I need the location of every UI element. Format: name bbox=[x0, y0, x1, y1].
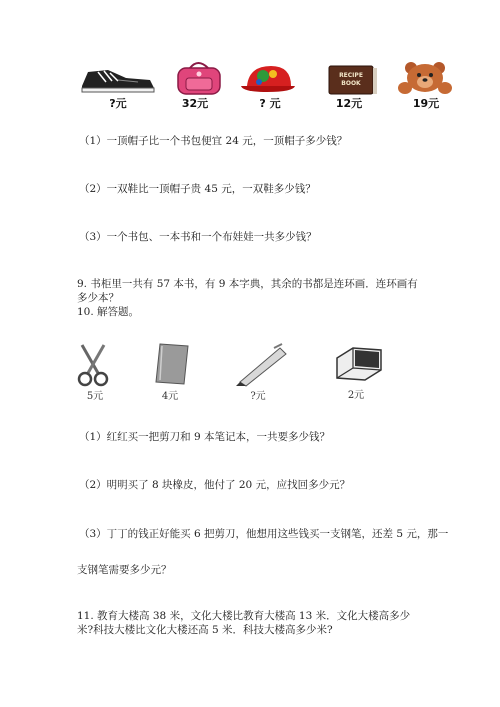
q9-text: 9. 书柜里一共有 57 本书，有 9 本字典，其余的书都是连环画．连环画有多少本？ bbox=[77, 278, 418, 304]
sneaker-price: ?元 bbox=[109, 97, 127, 110]
q10-title: 10. 解答题。 bbox=[77, 306, 140, 318]
q11-text: 11. 教育大楼高 38 米，文化大楼比教育大楼高 13 米．文化大楼高多少米?科技大楼比文化大楼还高 5 米．科技大楼高多少米? bbox=[77, 610, 411, 636]
sneaker-icon bbox=[78, 64, 158, 94]
pen-icon bbox=[234, 342, 290, 386]
bear-price: 19元 bbox=[412, 97, 440, 110]
recipe-book-icon bbox=[325, 62, 379, 98]
q8-sub3: （3）一个书包、一本书和一个布娃娃一共多少钱？ bbox=[79, 231, 317, 243]
q10-sub2: （2）明明买了 8 块橡皮，他付了 20 元，应找回多少元？ bbox=[79, 479, 351, 491]
book-cover-text-1: RECIPE bbox=[339, 72, 363, 79]
book-price: 12元 bbox=[335, 97, 363, 110]
q8-sub2: （2）一双鞋比一顶帽子贵 45 元，一双鞋多少钱？ bbox=[79, 183, 316, 195]
book-cover-text-2: BOOK bbox=[341, 80, 361, 87]
cap-icon bbox=[237, 62, 299, 96]
eraser-price: 2元 bbox=[347, 390, 365, 401]
notebook-icon bbox=[152, 342, 192, 386]
teddy-bear-icon bbox=[395, 60, 455, 96]
q8-sub1: （1）一顶帽子比一个书包便宜 24 元，一顶帽子多少钱？ bbox=[79, 135, 348, 147]
q10-sub3-line2: 支钢笔需要多少元？ bbox=[77, 564, 172, 576]
q10-sub3-line1: （3）丁丁的钱正好能买 6 把剪刀，他想用这些钱买一支钢笔，还差 5 元，那一 bbox=[79, 528, 449, 540]
scissors-icon bbox=[76, 343, 110, 387]
eraser-icon bbox=[333, 344, 385, 384]
notebook-price: 4元 bbox=[161, 391, 179, 402]
pen-price: ?元 bbox=[250, 391, 266, 402]
cap-price: ? 元 bbox=[259, 97, 281, 110]
q10-sub1: （1）红红买一把剪刀和 9 本笔记本，一共要多少钱？ bbox=[79, 431, 331, 443]
backpack-price: 32元 bbox=[181, 97, 209, 110]
scissors-price: 5元 bbox=[86, 391, 104, 402]
backpack-icon bbox=[170, 60, 226, 96]
